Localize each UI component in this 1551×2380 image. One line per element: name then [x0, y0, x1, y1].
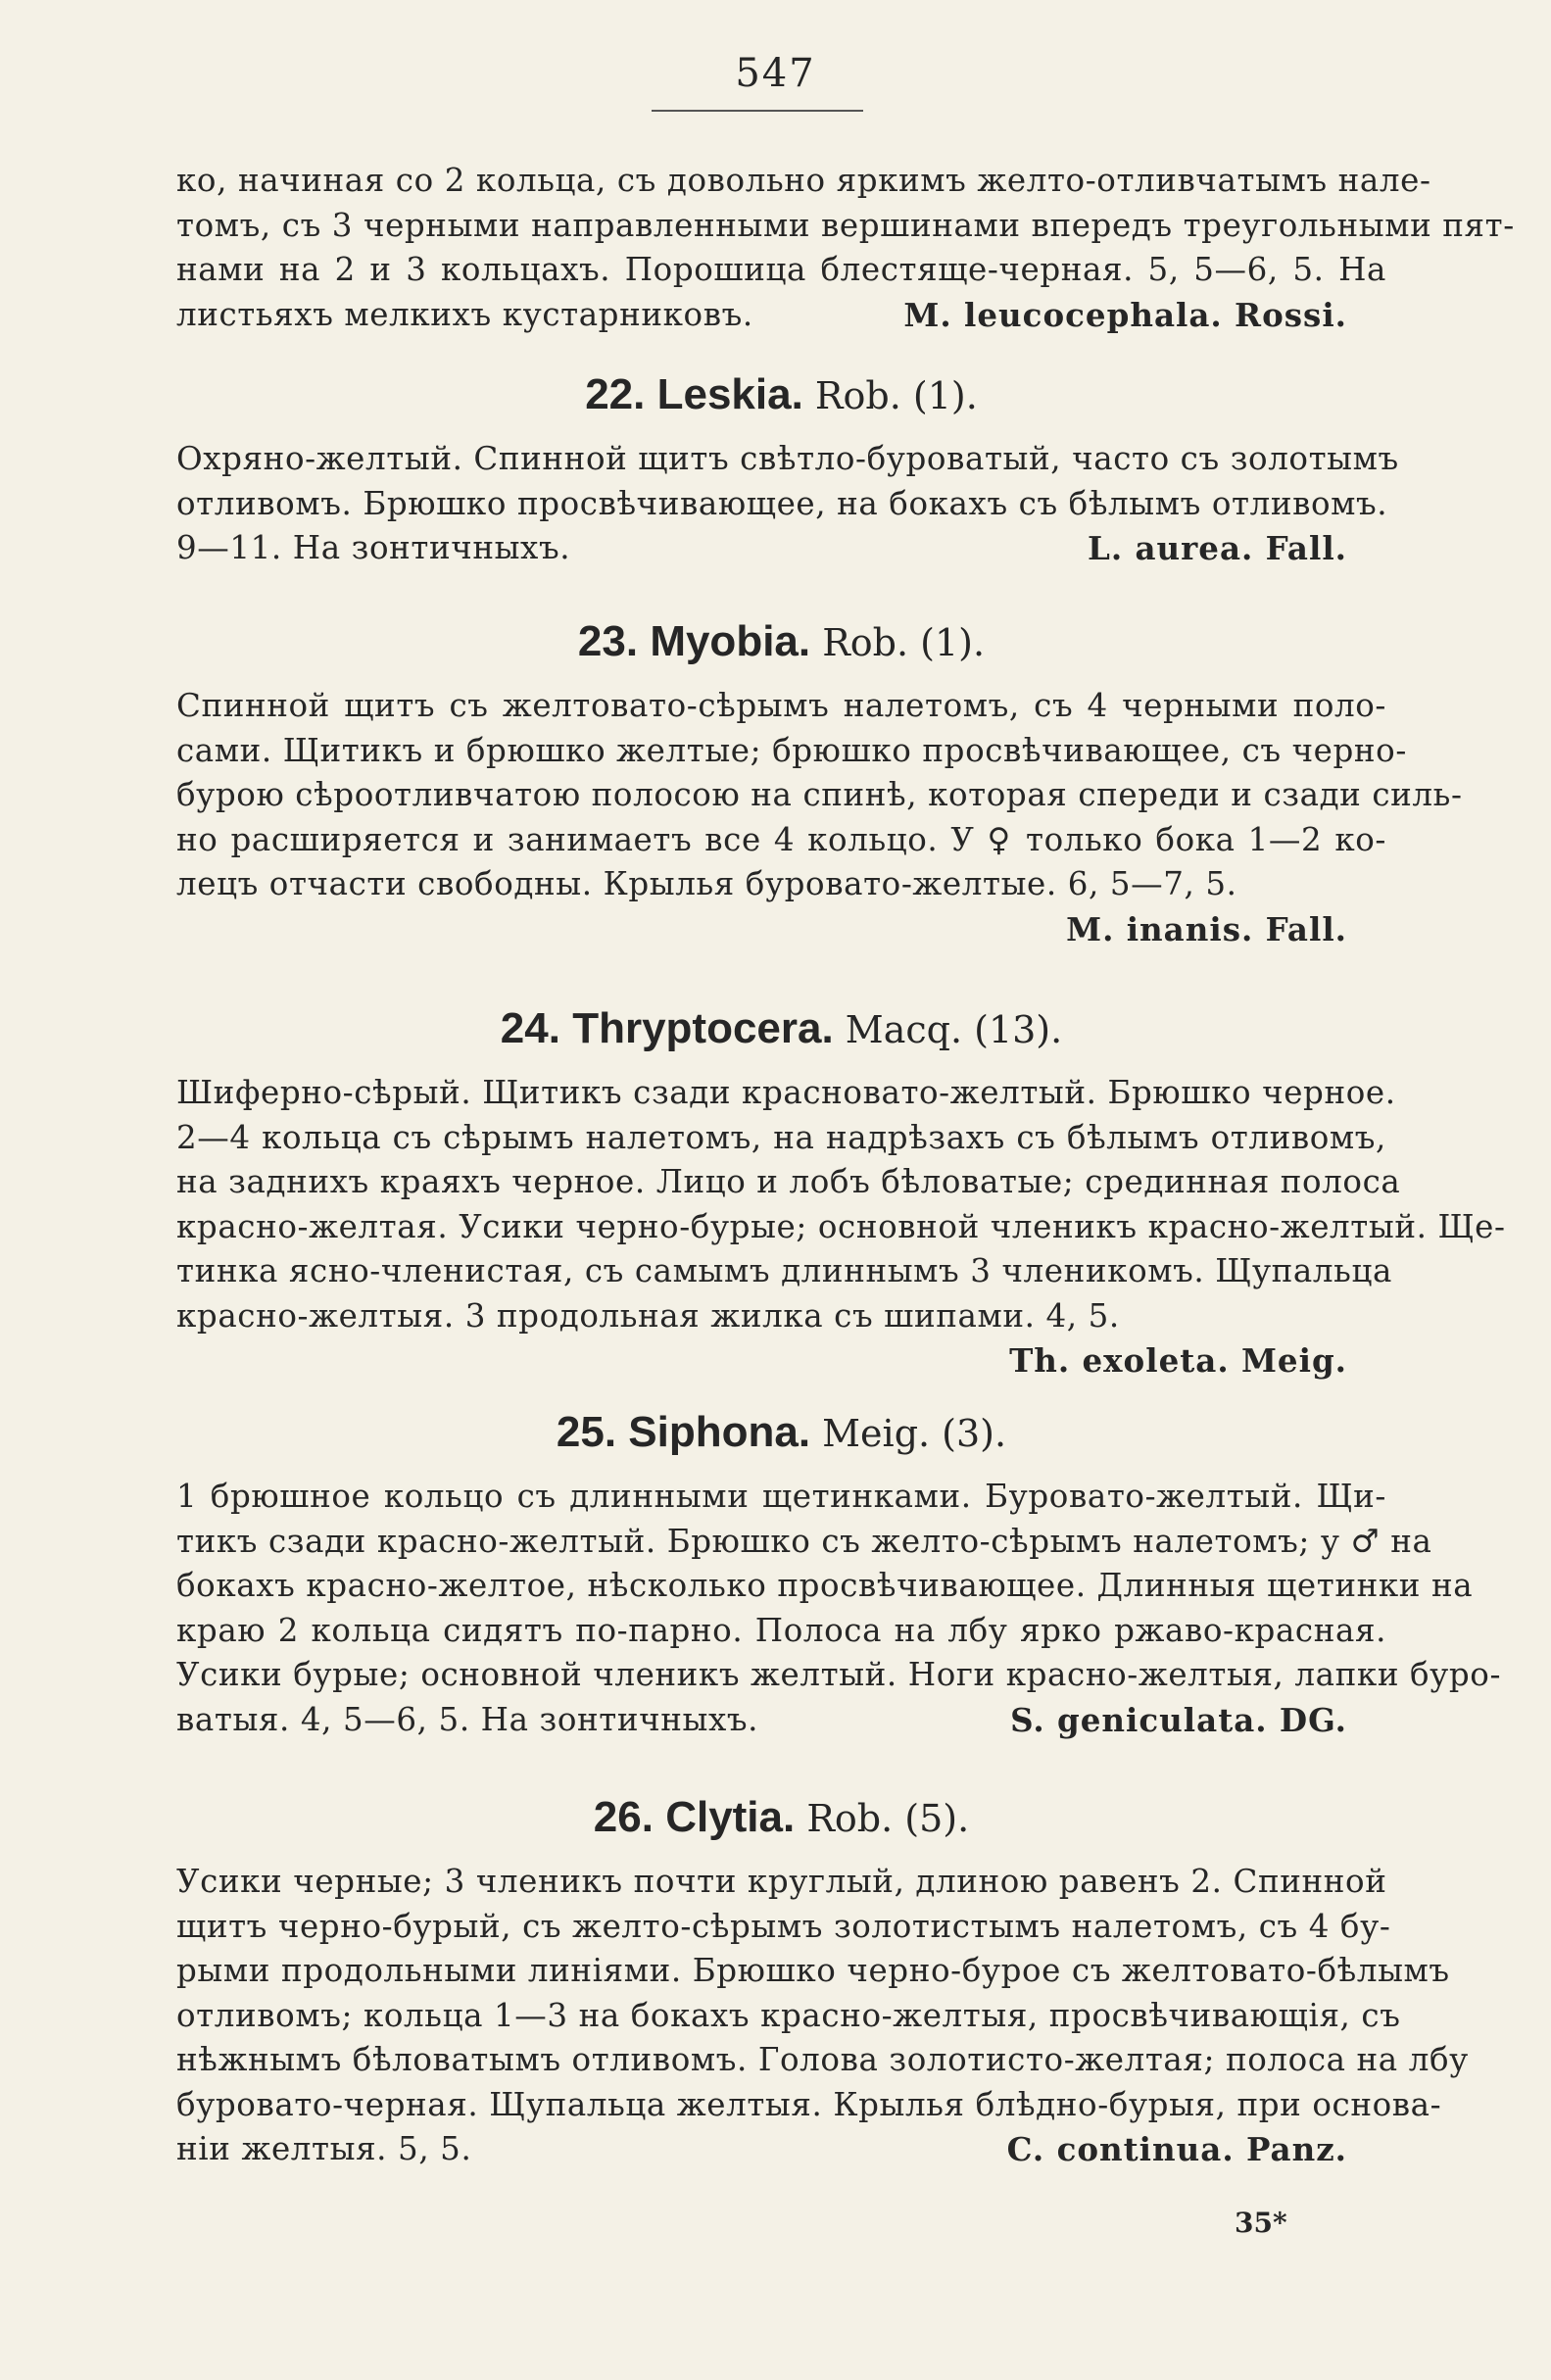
genus-heading — [176, 617, 1386, 666]
genus-author: Meig. (3). — [810, 1412, 1007, 1455]
text-line-with-species — [176, 526, 1386, 571]
text-line: 1 брюшное кольцо съ длинными щетинками. Буровато-желтый. Щи- — [176, 1478, 1386, 1515]
genus-author: Rob. (1). — [810, 621, 986, 664]
genus-heading — [176, 1004, 1386, 1053]
text-line: отливомъ; кольца 1—3 на бокахъ красно-желтыя, просвѣчивающія, съ — [176, 1996, 1401, 2034]
species-name: M. leucocephala. Rossi. — [903, 295, 1347, 334]
text-line: ко, начиная со 2 кольца, съ довольно яркимъ желто-отливчатымъ нале- — [176, 162, 1431, 199]
species-name: C. continua. Panz. — [1006, 2130, 1347, 2168]
text-line: нами на 2 и 3 кольцахъ. Порошица блестяще-черная. 5, 5—6, 5. На — [176, 251, 1386, 288]
text-line: щитъ черно-бурый, съ желто-сѣрымъ золотистымъ налетомъ, съ 4 бу- — [176, 1907, 1391, 1945]
text-line: лецъ отчасти свободны. Крылья буровато-желтые. 6, 5—7, 5. — [176, 865, 1237, 902]
species-name: L. aurea. Fall. — [1087, 529, 1347, 567]
text-line: но расширяется и занимаетъ все 4 кольцо. У ♀ только бока 1—2 ко- — [176, 820, 1386, 858]
text-line: Усики черные; 3 членикъ почти круглый, длиною равенъ 2. Спинной — [176, 1863, 1387, 1900]
text-line: отливомъ. Брюшко просвѣчивающее, на бокахъ съ бѣлымъ отливомъ. — [176, 484, 1388, 522]
genus-section-siphona — [176, 1408, 1502, 1742]
species-name-line — [176, 1338, 1386, 1384]
species-name: Th. exoleta. Meig. — [1009, 1341, 1347, 1380]
printer-signature: 35* — [1235, 2207, 1287, 2239]
text-line: буровато-черная. Щупальца желтыя. Крылья блѣдно-бурыя, при основа- — [176, 2085, 1442, 2123]
text-line-end: 9—11. На зонтичныхъ. — [176, 529, 571, 566]
text-line: рыми продольными линіями. Брюшко черно-бурое съ желтовато-бѣлымъ — [176, 1952, 1450, 1989]
genus-name: 24. Thryptocera. — [500, 1004, 834, 1052]
text-line: Спинной щитъ съ желтовато-сѣрымъ налетомъ, съ 4 черными поло- — [176, 687, 1386, 724]
header-rule — [652, 110, 863, 112]
text-line-with-species — [176, 1698, 1386, 1743]
text-line-with-species — [176, 2127, 1386, 2172]
text-line: 2—4 кольца съ сѣрымъ налетомъ, на надрѣзахъ съ бѣлымъ отливомъ, — [176, 1118, 1386, 1156]
genus-name: 25. Siphona. — [556, 1408, 811, 1456]
text-line-end: листьяхъ мелкихъ кустарниковъ. — [176, 295, 753, 333]
genus-section-myobia — [176, 617, 1463, 952]
text-line: красно-желтыя. 3 продольная жилка съ шипами. 4, 5. — [176, 1296, 1120, 1335]
species-name: S. geniculata. DG. — [1010, 1700, 1347, 1739]
text-line: Усики бурые; основной членикъ желтый. Ноги красно-желтыя, лапки буро- — [176, 1656, 1502, 1693]
genus-heading — [176, 370, 1386, 419]
text-line-end: ватыя. 4, 5—6, 5. На зонтичныхъ. — [176, 1700, 759, 1738]
species-name-line — [176, 907, 1386, 953]
genus-author: Rob. (5). — [795, 1797, 970, 1840]
genus-section-leskia — [176, 370, 1399, 571]
genus-section-thryptocera — [176, 1004, 1506, 1384]
genus-name: 22. Leskia. — [585, 370, 803, 418]
text-line: Охряно-желтый. Спинной щитъ свѣтло-буроватый, часто съ золотымъ — [176, 440, 1399, 477]
text-line: Шиферно-сѣрый. Щитикъ сзади красновато-желтый. Брюшко черное. — [176, 1074, 1396, 1111]
intro-paragraph — [176, 159, 1515, 337]
genus-author: Rob. (1). — [802, 374, 978, 417]
text-line-with-species — [176, 293, 1386, 338]
text-line: красно-желтая. Усики черно-бурые; основной членикъ красно-желтый. Ще- — [176, 1207, 1506, 1245]
genus-author: Macq. (13). — [833, 1008, 1063, 1051]
genus-heading — [176, 1408, 1386, 1457]
genus-name: 26. Clytia. — [593, 1793, 796, 1841]
text-line: на заднихъ краяхъ черное. Лицо и лобъ бѣловатые; срединная полоса — [176, 1163, 1401, 1200]
page-number: 547 — [735, 51, 816, 96]
text-line: тикъ сзади красно-желтый. Брюшко съ желто-сѣрымъ налетомъ; у ♂ на — [176, 1522, 1432, 1560]
text-line: бурою сѣроотливчатою полосою на спинѣ, которая спереди и сзади силь- — [176, 776, 1463, 813]
text-line: тинка ясно-членистая, съ самымъ длиннымъ 3 членикомъ. Щупальца — [176, 1252, 1392, 1289]
genus-name: 23. Myobia. — [577, 617, 811, 665]
text-line: краю 2 кольца сидятъ по-парно. Полоса на лбу ярко ржаво-красная. — [176, 1611, 1386, 1649]
text-line: сами. Щитикъ и брюшко желтые; брюшко просвѣчивающее, съ черно- — [176, 731, 1407, 769]
genus-heading — [176, 1793, 1386, 1842]
text-line: нѣжнымъ бѣловатымъ отливомъ. Голова золотисто-желтая; полоса на лбу — [176, 2041, 1469, 2078]
text-line-end: ніи желтыя. 5, 5. — [176, 2130, 472, 2167]
species-name: M. inanis. Fall. — [1066, 909, 1347, 948]
text-line: томъ, съ 3 черными направленными вершинами впередъ треугольными пят- — [176, 206, 1515, 244]
text-line: бокахъ красно-желтое, нѣсколько просвѣчивающее. Длинныя щетинки на — [176, 1567, 1474, 1604]
genus-section-clytia — [176, 1793, 1469, 2172]
